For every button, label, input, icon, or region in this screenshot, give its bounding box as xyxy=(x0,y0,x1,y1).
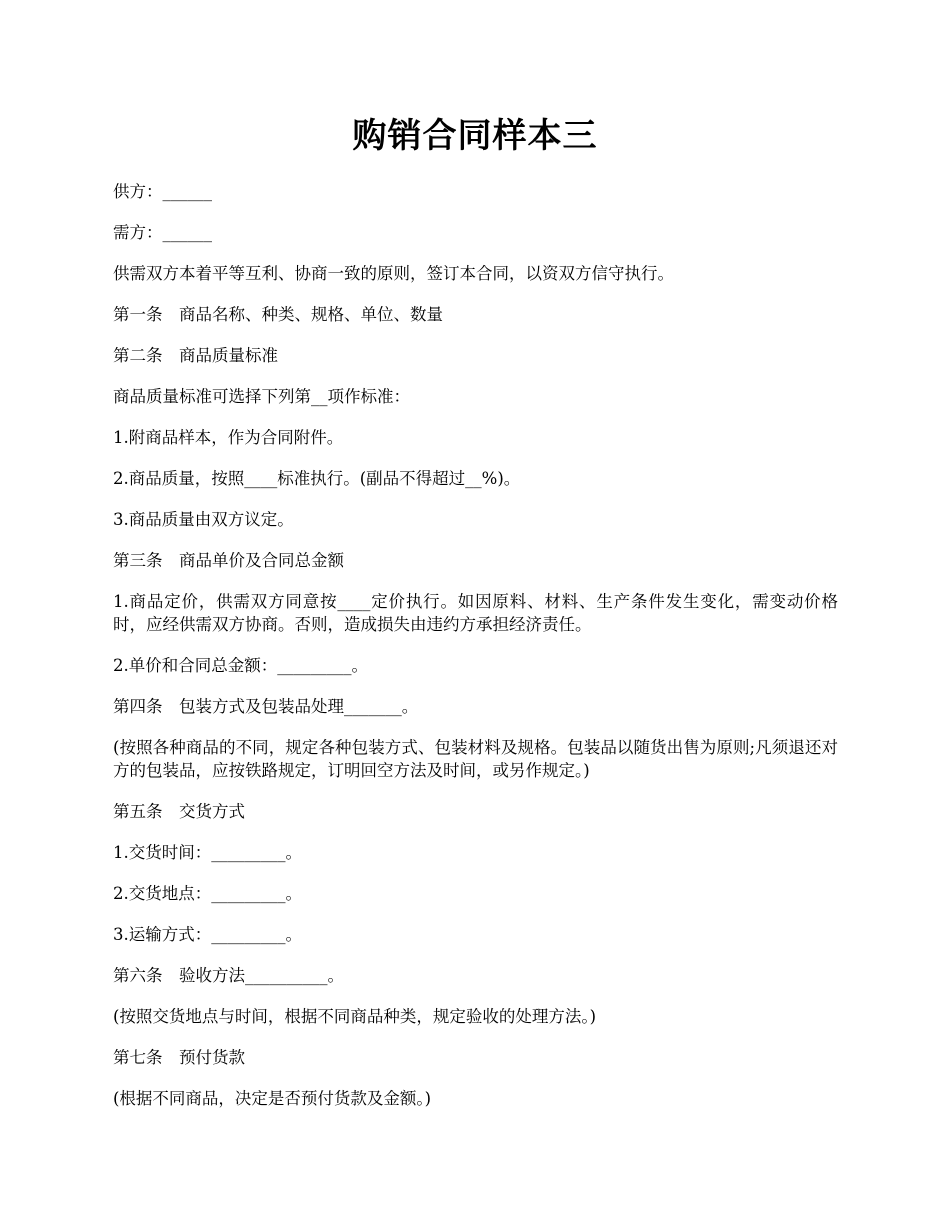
supplier-line: 供方：______ xyxy=(113,182,212,201)
article-2-item-3: 3.商品质量由双方议定。 xyxy=(113,510,294,529)
article-6-heading: 第六条 验收方法__________。 xyxy=(113,966,344,985)
article-3-item-2: 2.单价和合同总金额：_________。 xyxy=(113,656,368,675)
article-6-note: (按照交货地点与时间，根据不同商品种类，规定验收的处理方法。) xyxy=(113,1007,597,1026)
article-3-heading: 第三条 商品单价及合同总金额 xyxy=(113,551,344,570)
document-body xyxy=(113,180,838,1128)
article-5-heading: 第五条 交货方式 xyxy=(113,802,245,821)
article-5-item-1: 1.交货时间：_________。 xyxy=(113,843,302,862)
article-7-heading: 第七条 预付货款 xyxy=(113,1048,245,1067)
document-title: 购销合同样本三 xyxy=(352,116,598,156)
preamble: 供需双方本着平等互利、协商一致的原则，签订本合同，以资双方信守执行。 xyxy=(113,264,674,283)
article-7-note: (根据不同商品，决定是否预付货款及金额。) xyxy=(113,1089,432,1108)
article-2-intro: 商品质量标准可选择下列第__项作标准： xyxy=(113,387,410,406)
article-2-item-2: 2.商品质量，按照____标准执行。(副品不得超过__%)。 xyxy=(113,469,521,488)
article-3-item-1: 1.商品定价，供需双方同意按____定价执行。如因原料、材料、生产条件发生变化，需变动价格时，应经供需双方协商。否则，造成损失由违约方承担经济责任。 xyxy=(113,592,838,634)
article-2-item-1: 1.附商品样本，作为合同附件。 xyxy=(113,428,344,447)
article-1-heading: 第一条 商品名称、种类、规格、单位、数量 xyxy=(113,305,443,324)
buyer-line: 需方：______ xyxy=(113,223,212,242)
article-5-item-2: 2.交货地点：_________。 xyxy=(113,884,302,903)
article-5-item-3: 3.运输方式：_________。 xyxy=(113,925,302,944)
article-4-heading: 第四条 包装方式及包装品处理_______。 xyxy=(113,697,419,716)
article-2-heading: 第二条 商品质量标准 xyxy=(113,346,278,365)
article-4-note: (按照各种商品的不同，规定各种包装方式、包装材料及规格。包装品以随货出售为原则;凡须退还对方的包装品，应按铁路规定，订明回空方法及时间，或另作规定。) xyxy=(113,738,838,780)
